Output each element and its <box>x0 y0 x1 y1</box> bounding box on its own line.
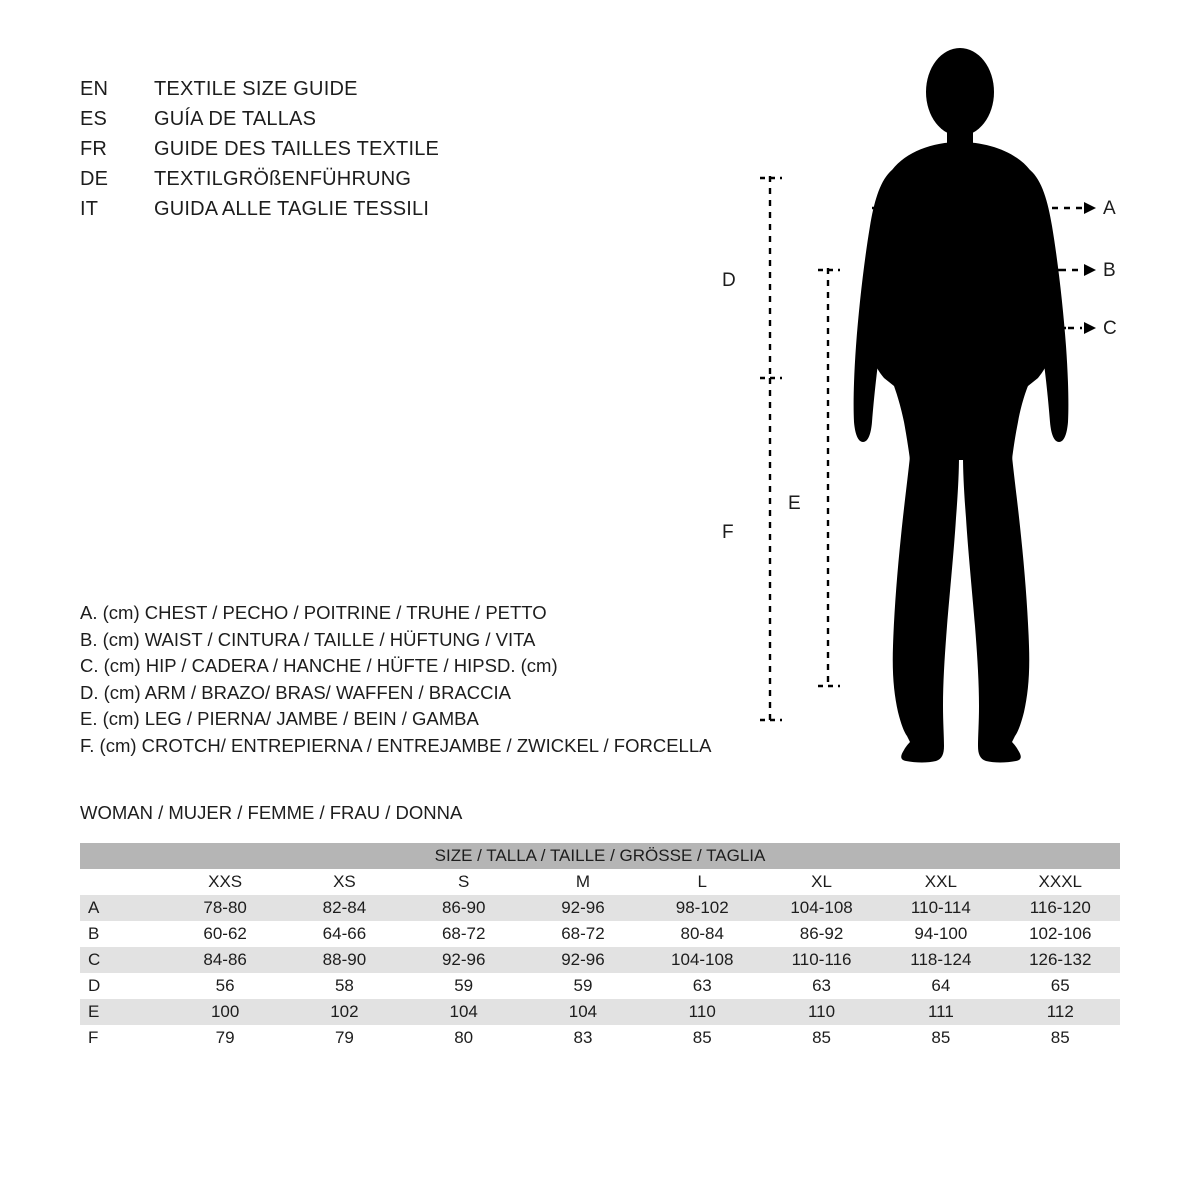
cell-c-xxl: 118-124 <box>881 947 1000 973</box>
cell-b-l: 80-84 <box>643 921 762 947</box>
section-heading: WOMAN / MUJER / FEMME / FRAU / DONNA <box>80 802 463 823</box>
title-row <box>80 168 640 198</box>
title-row <box>80 108 640 138</box>
cell-b-m: 68-72 <box>523 921 642 947</box>
table-row <box>80 921 1120 947</box>
size-table <box>80 843 1120 1051</box>
cell-d-s: 59 <box>404 973 523 999</box>
title-lang-de: DE <box>80 168 109 190</box>
cell-c-xxxl: 126-132 <box>1001 947 1120 973</box>
cell-a-m: 92-96 <box>523 895 642 921</box>
row-label-a: A <box>80 895 165 921</box>
cell-a-l: 98-102 <box>643 895 762 921</box>
cell-d-xl: 63 <box>762 973 881 999</box>
cell-f-xxl: 85 <box>881 1025 1000 1051</box>
legend-item-d: D. (cm) ARM / BRAZO/ BRAS/ WAFFEN / BRACCIA <box>80 681 512 703</box>
cell-e-xl: 110 <box>762 999 881 1025</box>
cell-d-xxxl: 65 <box>1001 973 1120 999</box>
cell-a-xl: 104-108 <box>762 895 881 921</box>
cell-d-xxs: 56 <box>165 973 284 999</box>
cell-b-xl: 86-92 <box>762 921 881 947</box>
col-header-xxxl: XXXL <box>1001 869 1120 895</box>
col-header-l: L <box>643 869 762 895</box>
table-band-header-label: SIZE / TALLA / TAILLE / GRÖSSE / TAGLIA <box>80 843 1120 869</box>
table-corner-cell <box>80 869 165 895</box>
label-a: A <box>1103 198 1116 219</box>
cell-d-xxl: 64 <box>881 973 1000 999</box>
cell-b-xxs: 60-62 <box>165 921 284 947</box>
cell-c-s: 92-96 <box>404 947 523 973</box>
legend-block <box>80 600 780 759</box>
row-label-f: F <box>80 1025 165 1051</box>
title-lang-it: IT <box>80 198 99 220</box>
col-header-xl: XL <box>762 869 881 895</box>
legend-item-e: E. (cm) LEG / PIERNA/ JAMBE / BEIN / GAMBA <box>80 708 479 729</box>
label-c: C <box>1103 318 1117 339</box>
row-label-d: D <box>80 973 165 999</box>
cell-e-m: 104 <box>523 999 642 1025</box>
row-label-c: C <box>80 947 165 973</box>
label-f: F <box>722 522 734 543</box>
cell-d-m: 59 <box>523 973 642 999</box>
cell-b-xxxl: 102-106 <box>1001 921 1120 947</box>
table-column-header-row <box>80 869 1120 895</box>
cell-f-xl: 85 <box>762 1025 881 1051</box>
cell-c-l: 104-108 <box>643 947 762 973</box>
cell-a-xxxl: 116-120 <box>1001 895 1120 921</box>
label-d: D <box>722 270 736 291</box>
female-silhouette-icon <box>854 48 1069 763</box>
col-header-xs: XS <box>285 869 404 895</box>
label-e: E <box>788 493 801 514</box>
cell-e-xxs: 100 <box>165 999 284 1025</box>
cell-e-xxl: 111 <box>881 999 1000 1025</box>
row-label-e: E <box>80 999 165 1025</box>
col-header-xxl: XXL <box>881 869 1000 895</box>
cell-f-s: 80 <box>404 1025 523 1051</box>
cell-c-xs: 88-90 <box>285 947 404 973</box>
legend-item-f: F. (cm) CROTCH/ ENTREPIERNA / ENTREJAMBE / ZWICKEL / FORCELLA <box>80 734 712 756</box>
table-row <box>80 947 1120 973</box>
table-row <box>80 999 1120 1025</box>
cell-f-m: 83 <box>523 1025 642 1051</box>
cell-d-l: 63 <box>643 973 762 999</box>
cell-e-s: 104 <box>404 999 523 1025</box>
table-band-header <box>80 843 1120 869</box>
cell-e-xs: 102 <box>285 999 404 1025</box>
title-text-en: TEXTILE SIZE GUIDE <box>154 78 358 100</box>
title-text-es: GUÍA DE TALLAS <box>154 108 317 130</box>
row-label-b: B <box>80 921 165 947</box>
cell-f-xs: 79 <box>285 1025 404 1051</box>
table-row <box>80 973 1120 999</box>
cell-c-xxs: 84-86 <box>165 947 284 973</box>
legend-item-b: B. (cm) WAIST / CINTURA / TAILLE / HÜFTUNG / VITA <box>80 628 536 650</box>
cell-f-xxxl: 85 <box>1001 1025 1120 1051</box>
col-header-xxs: XXS <box>165 869 284 895</box>
label-b: B <box>1103 260 1116 281</box>
col-header-s: S <box>404 869 523 895</box>
title-row <box>80 198 640 228</box>
cell-a-xxs: 78-80 <box>165 895 284 921</box>
cell-d-xs: 58 <box>285 973 404 999</box>
cell-e-xxxl: 112 <box>1001 999 1120 1025</box>
cell-a-s: 86-90 <box>404 895 523 921</box>
cell-a-xs: 82-84 <box>285 895 404 921</box>
cell-b-xxl: 94-100 <box>881 921 1000 947</box>
title-lang-fr: FR <box>80 138 108 160</box>
cell-c-m: 92-96 <box>523 947 642 973</box>
title-lang-en: EN <box>80 78 109 100</box>
cell-f-l: 85 <box>643 1025 762 1051</box>
title-text-fr: GUIDE DES TAILLES TEXTILE <box>154 138 440 160</box>
table-row <box>80 1025 1120 1051</box>
cell-b-xs: 64-66 <box>285 921 404 947</box>
cell-c-xl: 110-116 <box>762 947 881 973</box>
title-row <box>80 78 640 108</box>
cell-b-s: 68-72 <box>404 921 523 947</box>
cell-f-xxs: 79 <box>165 1025 284 1051</box>
cell-a-xxl: 110-114 <box>881 895 1000 921</box>
title-text-de: TEXTILGRÖßENFÜHRUNG <box>154 168 412 190</box>
title-block <box>80 78 640 228</box>
title-lang-es: ES <box>80 108 108 130</box>
cell-e-l: 110 <box>643 999 762 1025</box>
legend-item-a: A. (cm) CHEST / PECHO / POITRINE / TRUHE / PETTO <box>80 602 547 623</box>
table-row <box>80 895 1120 921</box>
col-header-m: M <box>523 869 642 895</box>
title-row <box>80 138 640 168</box>
legend-item-c: C. (cm) HIP / CADERA / HANCHE / HÜFTE / HIPSD. (cm) <box>80 655 558 676</box>
title-text-it: GUIDA ALLE TAGLIE TESSILI <box>154 198 430 220</box>
